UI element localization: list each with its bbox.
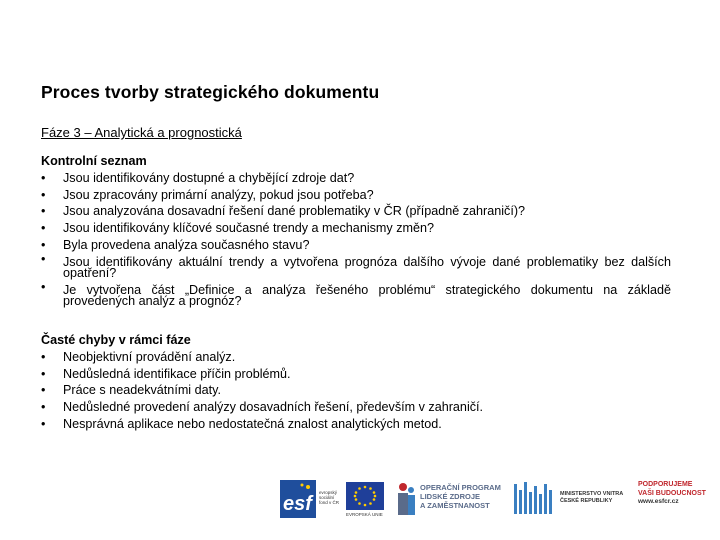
esfcr-url[interactable]: www.esfcr.cz — [638, 498, 679, 505]
phase-heading: Fáze 3 – Analytická a prognostická — [41, 125, 242, 140]
checklist-list — [41, 170, 671, 310]
list-item: • Nedůsledná identifikace příčin problémů. — [41, 366, 671, 383]
op-line-1: OPERAČNÍ PROGRAM — [420, 483, 501, 492]
op-logo — [396, 480, 506, 518]
mistakes-heading: Časté chyby v rámci fáze — [41, 333, 191, 347]
esf-mark-icon — [280, 480, 316, 518]
ministry-line-2: ČESKÉ REPUBLIKY — [560, 498, 613, 504]
list-item: • Je vytvořena část „Definice a analýza řešeného problému“ strategického dokumentu na základě provedených analýz a prognóz? — [41, 282, 671, 310]
list-item: • Jsou identifikovány aktuální trendy a vytvořena prognóza dalšího vývoje dané problematiky bez dalších opatření? — [41, 254, 671, 282]
list-item: • Jsou analyzována dosavadní řešení dané problematiky v ČR (případně zahraničí)? — [41, 203, 671, 220]
page-title: Proces tvorby strategického dokumentu — [41, 82, 380, 102]
list-item: • Neobjektivní provádění analýz. — [41, 349, 671, 366]
mistakes-list — [41, 349, 671, 433]
checklist-section — [41, 153, 671, 310]
op-people-icon — [396, 480, 416, 516]
footer-logos — [280, 478, 720, 520]
esfcr-line-1: PODPORUJEME — [638, 481, 693, 488]
esfcr-logo — [638, 480, 718, 518]
list-item: • Práce s neadekvátními daty. — [41, 382, 671, 399]
checklist-heading: Kontrolní seznam — [41, 154, 147, 168]
eu-flag-icon — [346, 482, 384, 510]
list-item: • Jsou zpracovány primární analýzy, pokud jsou potřeba? — [41, 187, 671, 204]
list-item: • Nesprávná aplikace nebo nedostatečná znalost analytických metod. — [41, 416, 671, 433]
ministry-logo — [514, 480, 634, 518]
list-item: • Jsou identifikovány dostupné a chybějící zdroje dat? — [41, 170, 671, 187]
op-line-3: A ZAMĚSTNANOST — [420, 501, 490, 510]
ministry-line-1: MINISTERSTVO VNITRA — [560, 491, 624, 497]
esfcr-line-2: VAŠI BUDOUCNOST — [638, 490, 706, 497]
list-item: • Jsou identifikovány klíčové současné trendy a mechanismy změn? — [41, 220, 671, 237]
list-item: • Nedůsledné provedení analýzy dosavadních řešení, především v zahraničí. — [41, 399, 671, 416]
mistakes-section — [41, 332, 671, 433]
list-item: • Byla provedena analýza současného stavu? — [41, 237, 671, 254]
ministry-bars-icon — [514, 480, 554, 516]
esf-text: evropský sociální fond v ČR — [319, 490, 340, 505]
eu-logo — [346, 482, 384, 515]
eu-text: EVROPSKÁ UNIE — [346, 512, 383, 517]
op-line-2: LIDSKÉ ZDROJE — [420, 492, 481, 501]
svg-text:esf: esf — [283, 493, 312, 515]
